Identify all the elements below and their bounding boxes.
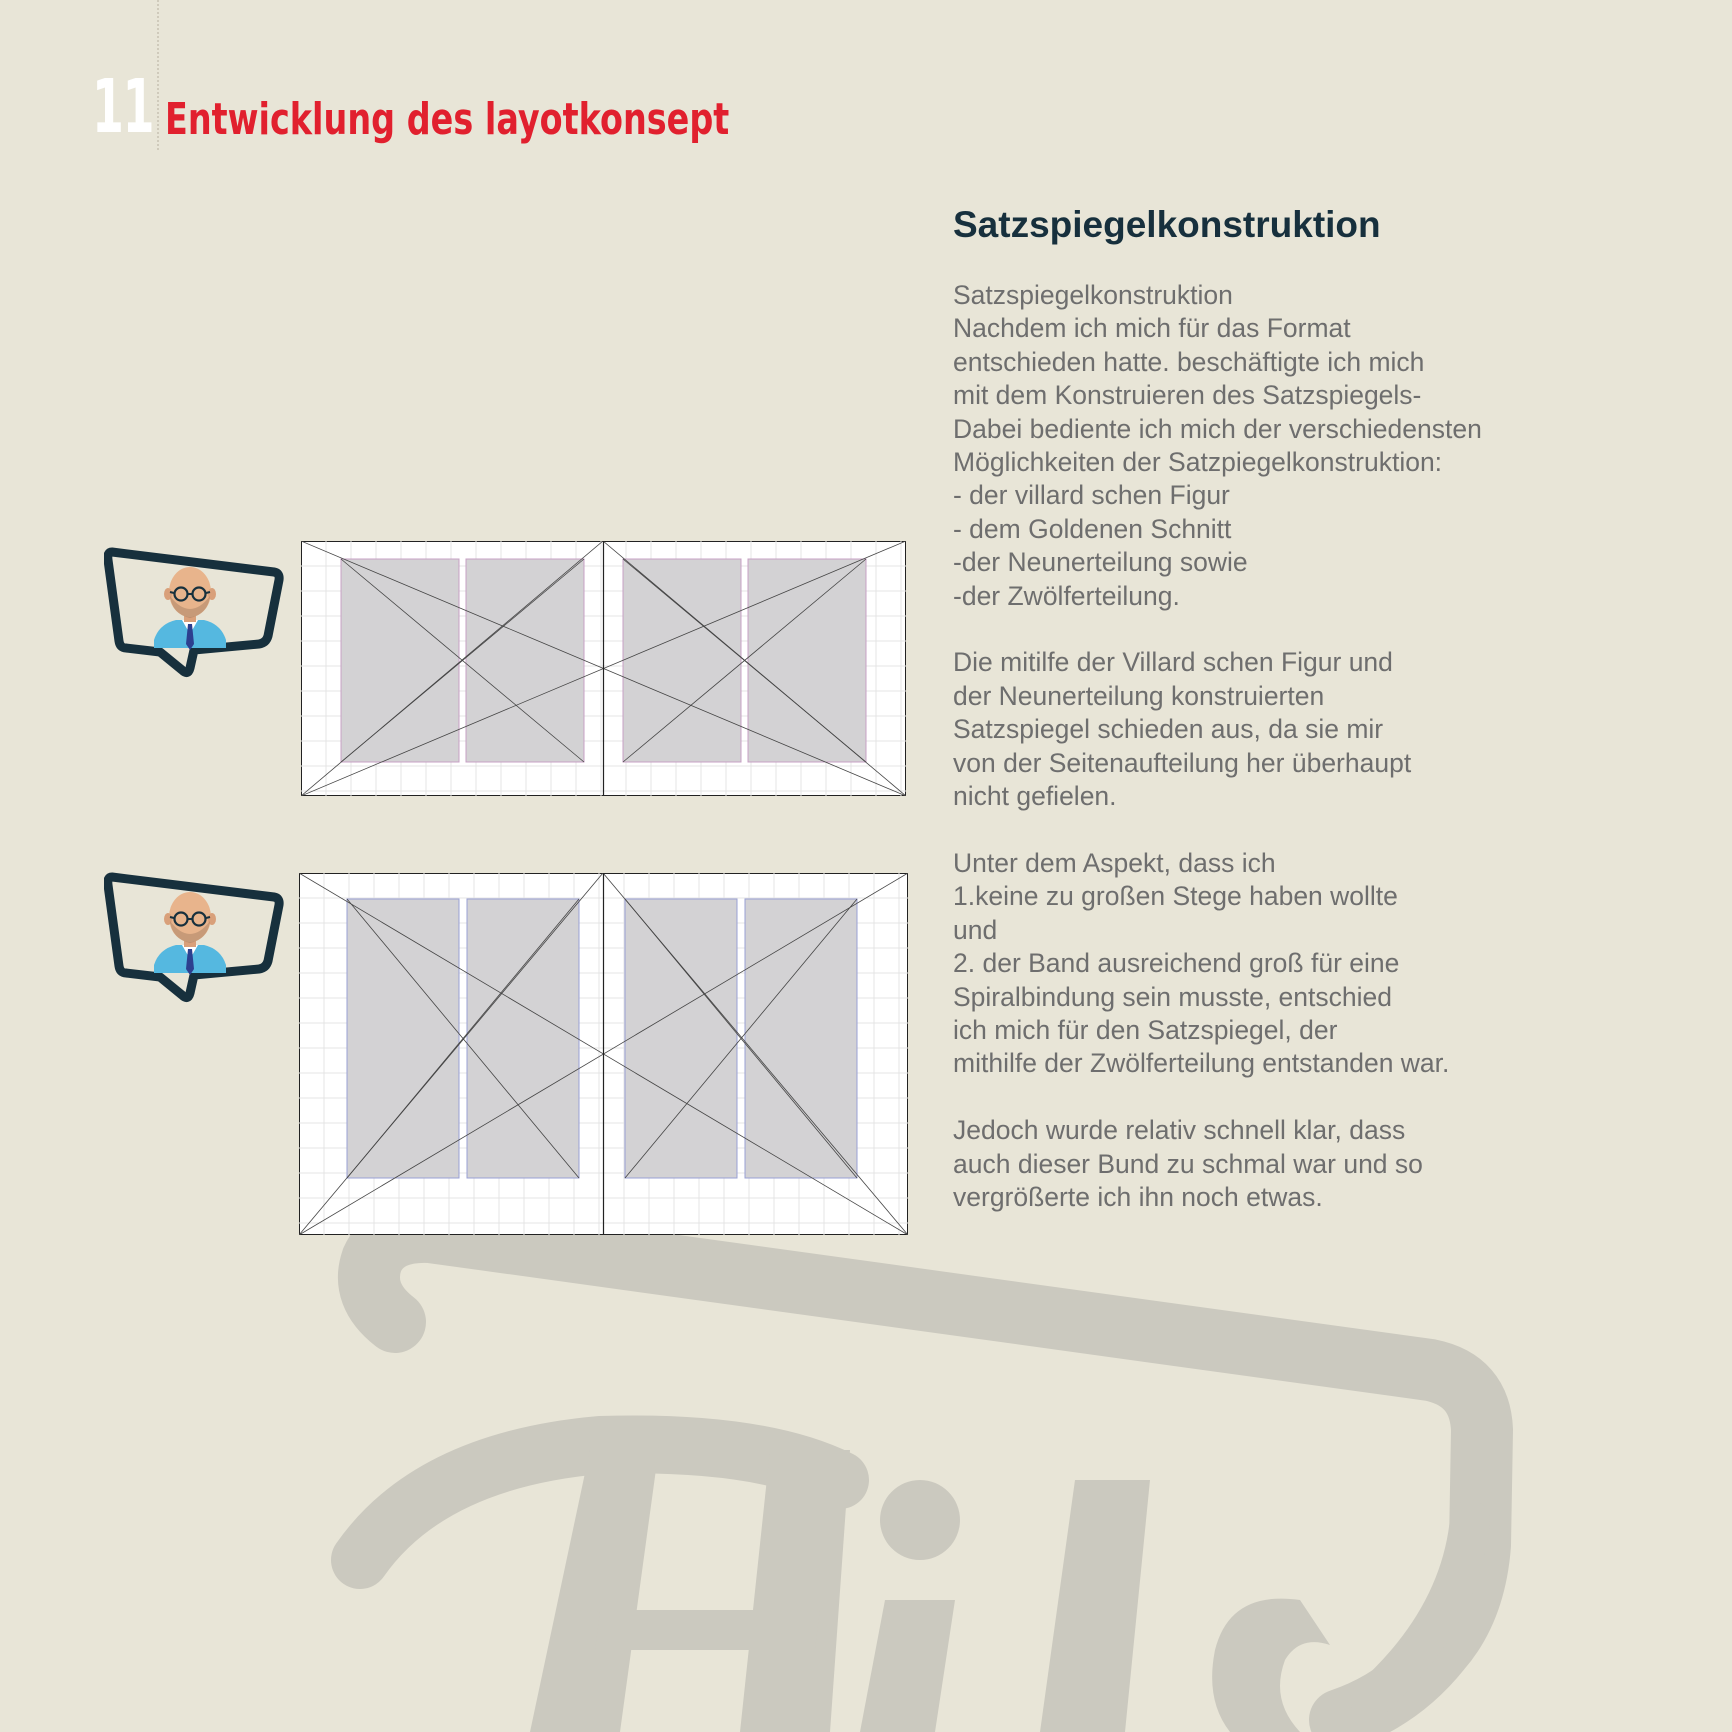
layout-grid-spread-villard xyxy=(301,541,906,796)
paragraph xyxy=(953,279,1653,613)
text-line: 2. der Band ausreichend groß für eine xyxy=(953,948,1400,979)
text-line: Dabei bediente ich mich der verschiedensten xyxy=(953,413,1482,444)
text-line: Unter dem Aspekt, dass ich xyxy=(953,847,1276,878)
text-line: ich mich für den Satzspiegel, der xyxy=(953,1014,1338,1045)
text-line: Jedoch wurde relativ schnell klar, dass xyxy=(953,1115,1406,1146)
chapter-title: Entwicklung des layotkonsept xyxy=(165,94,730,145)
text-line: 1.keine zu großen Stege haben wollte xyxy=(953,881,1398,912)
text-line: und xyxy=(953,914,998,945)
text-line: - dem Goldenen Schnitt xyxy=(953,513,1232,544)
text-line: von der Seitenaufteilung her überhaupt xyxy=(953,747,1412,778)
text-line: Satzspiegelkonstruktion xyxy=(953,280,1233,310)
text-line: -der Zwölferteilung. xyxy=(953,580,1180,611)
body-text xyxy=(953,279,1653,1248)
text-line: vergrößerte ich ihn noch etwas. xyxy=(953,1181,1323,1212)
speech-bubble-avatar-icon xyxy=(104,869,284,1009)
text-line: Satzspiegel schieden aus, da sie mir xyxy=(953,714,1384,745)
layout-grid-spread-zwoelferteilung xyxy=(299,873,908,1235)
text-line: -der Neunerteilung sowie xyxy=(953,547,1248,578)
paragraph xyxy=(953,847,1653,1081)
paragraph xyxy=(953,1114,1653,1214)
margin-dotted-rule xyxy=(157,0,159,150)
page-number: 11 xyxy=(92,64,154,150)
text-line: Spiralbindung sein musste, entschied xyxy=(953,981,1392,1012)
section-heading: Satzspiegelkonstruktion xyxy=(953,204,1381,245)
text-line: - der villard schen Figur xyxy=(953,480,1230,511)
text-line: der Neunerteilung konstruierten xyxy=(953,680,1325,711)
text-line: Die mitilfe der Villard schen Figur und xyxy=(953,647,1393,678)
text-line: mit dem Konstruieren des Satzspiegels- xyxy=(953,380,1422,411)
text-line: nicht gefielen. xyxy=(953,781,1117,812)
speech-bubble-avatar-icon xyxy=(104,544,284,684)
paragraph xyxy=(953,646,1653,813)
text-line: entschieden hatte. beschäftigte ich mich xyxy=(953,346,1425,377)
text-line: Nachdem ich mich für das Format xyxy=(953,313,1351,344)
text-line: auch dieser Bund zu schmal war und so xyxy=(953,1148,1423,1179)
text-line: mithilfe der Zwölferteilung entstanden war. xyxy=(953,1048,1450,1079)
text-line: Möglichkeiten der Satzpiegelkonstruktion: xyxy=(953,447,1443,478)
